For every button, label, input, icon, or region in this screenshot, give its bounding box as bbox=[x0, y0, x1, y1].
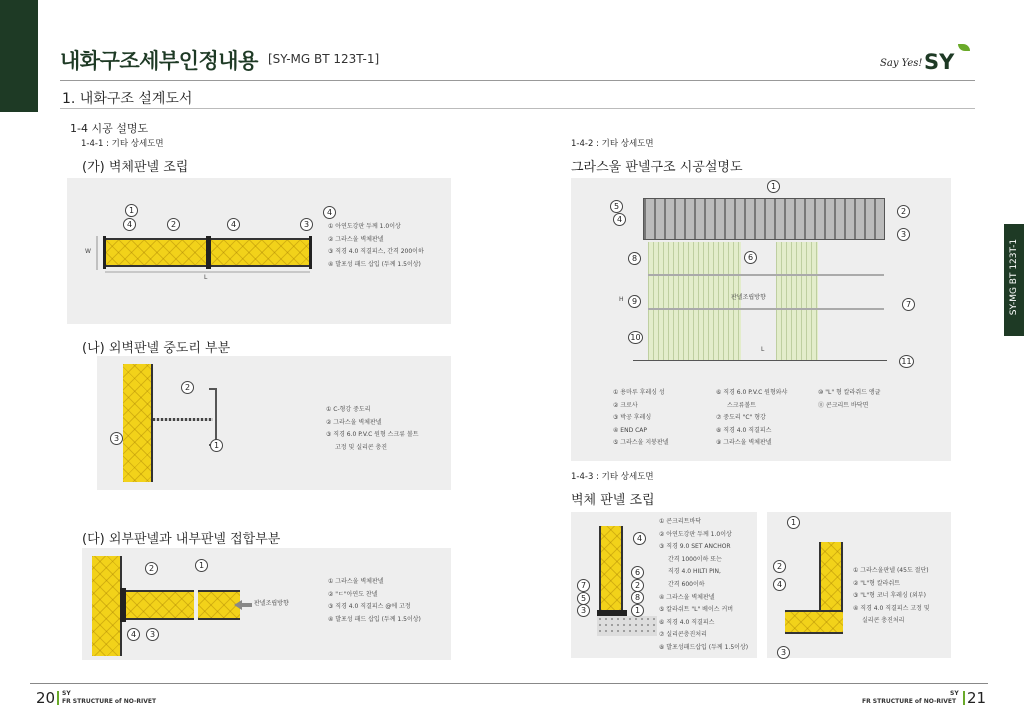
ga-end-left bbox=[103, 236, 106, 269]
ga-callout-4c: 4 bbox=[323, 206, 336, 219]
d3-callout-3: 3 bbox=[777, 646, 790, 659]
roof-panel bbox=[643, 198, 885, 240]
na-bolt bbox=[153, 418, 213, 421]
na-note: 고정 및 실리콘 충진 bbox=[335, 443, 388, 451]
da-panel bbox=[82, 548, 451, 660]
ga-title: (가) 벽체판넬 조립 bbox=[82, 160, 189, 175]
corner-panel bbox=[767, 512, 951, 658]
logo-mark: SY bbox=[924, 50, 955, 74]
ga-panel-section-2 bbox=[210, 238, 310, 267]
na-panel bbox=[97, 356, 451, 490]
legend-item: ⑧ 직경 4.0 직결피스 bbox=[716, 426, 772, 434]
section-title: 1. 내화구조 설계도서 bbox=[62, 91, 193, 107]
callout-9: 9 bbox=[628, 295, 641, 308]
wall-panel-left bbox=[648, 242, 741, 360]
ga-dim-l: L bbox=[204, 274, 208, 281]
purlin-line-2 bbox=[648, 308, 884, 310]
d3-horizontal-panel bbox=[785, 610, 843, 634]
da-callout-2: 2 bbox=[145, 562, 158, 575]
na-note: ③ 직경 6.0 P.V.C 원형 스크류 볼트 bbox=[326, 431, 419, 439]
d2-note: 간격 600이하 bbox=[668, 580, 705, 588]
ga-callout-2: 2 bbox=[167, 218, 180, 231]
da-arrow-shaft bbox=[242, 603, 252, 607]
d2-note: 직경 4.0 HILTI PIN, bbox=[668, 568, 721, 576]
d2-callout-3: 3 bbox=[577, 604, 590, 617]
legend-item: ⑤ 그라스울 지붕판넬 bbox=[613, 439, 669, 447]
d2-note: ⑤ 칼라쉬트 "L" 베이스 커버 bbox=[659, 606, 734, 614]
na-purlin bbox=[209, 388, 217, 446]
footer-left-text: FR STRUCTURE of NO-RIVET bbox=[62, 698, 157, 705]
callout-2: 2 bbox=[897, 205, 910, 218]
legend-item: ⑩ "L" 형 칼라쥐드 앵글 bbox=[818, 389, 881, 396]
leaf-icon bbox=[958, 44, 970, 51]
legend-item: ⑪ 콘크리트 바닥면 bbox=[818, 401, 869, 409]
callout-7: 7 bbox=[902, 298, 915, 311]
d2-notes bbox=[659, 516, 748, 655]
d2-note: 간격 1000이하 또는 bbox=[668, 555, 722, 563]
legend-item: ⑦ 중도리 "C" 형강 bbox=[716, 414, 766, 422]
d3-callout-2: 2 bbox=[773, 560, 786, 573]
legend-item: ⑥ 직경 6.0 P.V.C 원형와샤 bbox=[716, 389, 788, 396]
right-sub1: 1-4-2 : 기타 상세도면 bbox=[571, 139, 654, 149]
d2-note: ① 콘크리트바닥 bbox=[659, 518, 702, 525]
na-callout-3: 3 bbox=[110, 432, 123, 445]
d2-wall-panel bbox=[599, 526, 623, 610]
da-title: (다) 외부판넬과 내부판넬 접합부분 bbox=[82, 532, 281, 547]
purlin-line-1 bbox=[648, 274, 884, 276]
footer-right-text: FR STRUCTURE of NO-RIVET bbox=[862, 698, 957, 705]
footer-right-brand: SY bbox=[950, 690, 959, 697]
d2-callout-5: 5 bbox=[577, 592, 590, 605]
callout-10: 10 bbox=[628, 331, 643, 344]
ga-callout-4b: 4 bbox=[227, 218, 240, 231]
ga-callout-4a: 4 bbox=[123, 218, 136, 231]
da-note: ③ 직경 4.0 직결피스 @에 고정 bbox=[328, 603, 411, 611]
na-note: ① C-형강 중도리 bbox=[326, 406, 371, 413]
da-outer-panel bbox=[92, 556, 122, 656]
da-callout-3: 3 bbox=[146, 628, 159, 641]
header-rule bbox=[60, 80, 975, 81]
ga-note: ② 그라스울 벽체판넬 bbox=[328, 235, 384, 243]
left-heading: 1-4 시공 설명도 bbox=[70, 122, 149, 135]
da-channel bbox=[120, 588, 126, 622]
callout-3: 3 bbox=[897, 228, 910, 241]
legend-col-3 bbox=[818, 387, 880, 412]
section-rule bbox=[60, 108, 975, 109]
da-arrow-icon bbox=[234, 600, 242, 610]
na-wall-panel bbox=[123, 364, 153, 482]
d2-concrete-floor bbox=[597, 616, 657, 636]
callout-6: 6 bbox=[744, 251, 757, 264]
ga-joint bbox=[206, 236, 211, 269]
d3-note: ③ "L"형 코너 후레싱 (외부) bbox=[853, 592, 926, 600]
callout-8: 8 bbox=[628, 252, 641, 265]
model-code: [SY-MG BT 123T-1] bbox=[268, 52, 380, 66]
d2-note: ⑧ 발포성패드삽입 (두께 1.5이상) bbox=[659, 643, 749, 651]
structure-panel bbox=[571, 178, 951, 461]
legend-item: ⑨ 그라스울 벽체판넬 bbox=[716, 439, 772, 447]
da-note: ④ 발포성 패드 삽입 (두께 1.5이상) bbox=[328, 615, 421, 623]
right-sub2: 1-4-3 : 기타 상세도면 bbox=[571, 472, 654, 482]
d2-note: ② 아연도강판 두께 1.0이상 bbox=[659, 530, 732, 538]
footer-rule bbox=[30, 683, 988, 684]
da-note: ① 그라스울 벽체판넬 bbox=[328, 578, 384, 585]
legend-item: ① 용마루 후레싱 성 bbox=[613, 389, 665, 396]
d2-callout-4: 4 bbox=[633, 532, 646, 545]
legend-item: ④ END CAP bbox=[613, 426, 648, 434]
ga-dim-w: W bbox=[85, 248, 91, 255]
d2-note: ⑥ 직경 4.0 직결피스 bbox=[659, 618, 715, 626]
da-inner-panel-1 bbox=[124, 590, 194, 620]
d2-callout-1: 1 bbox=[631, 604, 644, 617]
na-title: (나) 외벽판넬 중도리 부분 bbox=[82, 341, 231, 356]
da-note: ② "ㄷ"아연도 찬넬 bbox=[328, 590, 378, 598]
footer-right-page: 21 bbox=[967, 689, 987, 707]
da-callout-1: 1 bbox=[195, 559, 208, 572]
wall-assembly-panel bbox=[571, 512, 757, 658]
d3-callout-4: 4 bbox=[773, 578, 786, 591]
d3-callout-1: 1 bbox=[787, 516, 800, 529]
d3-note: ② "L"형 칼라쉬트 bbox=[853, 579, 901, 587]
floor-line bbox=[633, 360, 887, 361]
footer-left-bar bbox=[57, 691, 59, 705]
ga-callout-1: 1 bbox=[125, 204, 138, 217]
legend-col-2 bbox=[716, 387, 787, 450]
ga-notes bbox=[328, 221, 424, 271]
logo-script: Say Yes! bbox=[880, 58, 923, 69]
d2-note: ③ 직경 9.0 SET ANCHOR bbox=[659, 543, 731, 551]
footer-right-bar bbox=[963, 691, 965, 705]
right-title2: 벽체 판넬 조립 bbox=[571, 493, 655, 508]
assembly-arrow: 판넬조립방향 bbox=[731, 294, 766, 301]
ga-panel-section-1 bbox=[105, 238, 207, 267]
da-callout-4: 4 bbox=[127, 628, 140, 641]
d2-callout-2: 2 bbox=[631, 579, 644, 592]
right-title1: 그라스울 판넬구조 시공설명도 bbox=[571, 160, 743, 175]
d3-notes bbox=[853, 565, 930, 628]
callout-5: 5 bbox=[610, 200, 623, 213]
legend-item: 스크류볼트 bbox=[727, 401, 756, 409]
footer-left-page: 20 bbox=[36, 689, 56, 707]
corner-block bbox=[0, 0, 38, 112]
d2-callout-7: 7 bbox=[577, 579, 590, 592]
legend-item: ③ 박공 후레싱 bbox=[613, 414, 652, 422]
logo bbox=[880, 44, 980, 76]
ga-note: ③ 직경 4.0 직결피스, 간격 200이하 bbox=[328, 248, 424, 256]
callout-4: 4 bbox=[613, 213, 626, 226]
legend-col-1 bbox=[613, 387, 669, 450]
d3-note: 실리콘 충진처리 bbox=[862, 617, 905, 625]
na-note: ② 그라스울 벽체판넬 bbox=[326, 418, 382, 426]
d2-callout-6: 6 bbox=[631, 566, 644, 579]
left-sub: 1-4-1 : 기타 상세도면 bbox=[81, 139, 164, 149]
callout-1: 1 bbox=[767, 180, 780, 193]
side-tab bbox=[1004, 224, 1024, 336]
da-notes bbox=[328, 576, 421, 626]
da-arrow-label: 판넬조립방향 bbox=[254, 600, 289, 607]
footer-left-brand: SY bbox=[62, 690, 71, 697]
side-tab-label: SY-MG BT 123T-1 bbox=[1009, 238, 1019, 316]
ga-note: ④ 발포성 패드 삽입 (두께 1.5이상) bbox=[328, 260, 421, 268]
ga-end-right bbox=[309, 236, 312, 269]
na-notes bbox=[326, 404, 419, 454]
d2-callout-8: 8 bbox=[631, 591, 644, 604]
na-callout-2: 2 bbox=[181, 381, 194, 394]
wall-panel-right bbox=[776, 242, 818, 360]
d3-note: ① 그라스울판넬 (45도 절단) bbox=[853, 567, 929, 574]
d3-note: ④ 직경 4.0 직결피스 고정 및 bbox=[853, 604, 930, 612]
na-callout-1: 1 bbox=[210, 439, 223, 452]
page-title: 내화구조세부인정내용 bbox=[60, 49, 258, 73]
ga-callout-3: 3 bbox=[300, 218, 313, 231]
ga-note: ① 아연도강판 두께 1.0이상 bbox=[328, 223, 401, 230]
dim-l: L bbox=[761, 346, 765, 353]
callout-11: 11 bbox=[899, 355, 914, 368]
d2-note: ⑦ 실리콘충진처리 bbox=[659, 631, 707, 639]
legend-item: ② 크로사 bbox=[613, 401, 638, 409]
d2-note: ④ 그라스울 벽체판넬 bbox=[659, 593, 715, 601]
d3-vertical-panel bbox=[819, 542, 843, 612]
ga-panel bbox=[67, 178, 451, 324]
dim-h: H bbox=[619, 296, 624, 303]
